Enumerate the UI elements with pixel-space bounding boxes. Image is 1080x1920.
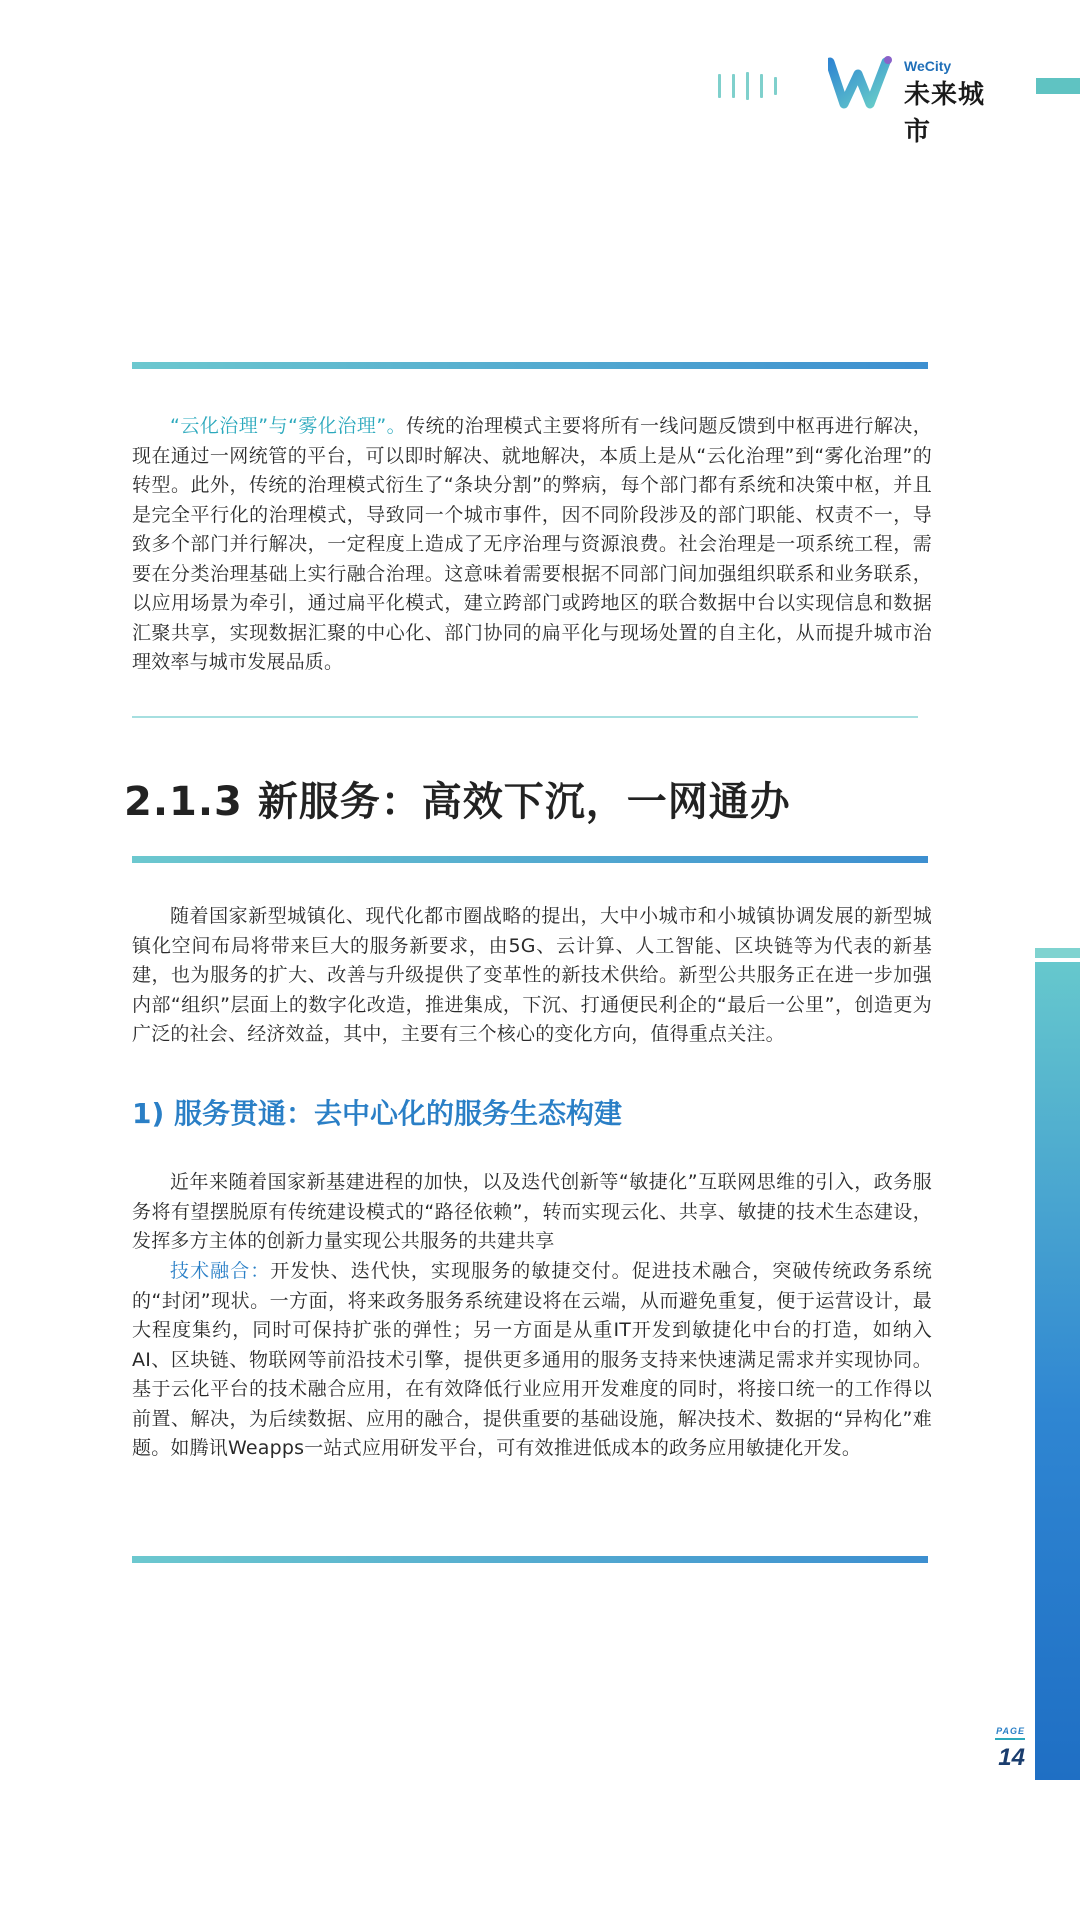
- paragraph-intro: 随着国家新型城镇化、现代化都市圈战略的提出，大中小城市和小城镇协调发展的新型城镇化空间布局将带来巨大的服务新要求，由5G、云计算、人工智能、区块链等为代表的新基建，也为服务的扩大、改善与升级提供了变革性的新技术供给。新型公共服务正在进一步加强内部“组织”层面上的数字化改造，推进集成，下沉、打通便民利企的“最后一公里”，创造更为广泛的社会、经济效益，其中，主要有三个核心的变化方向，值得重点关注。: [132, 905, 932, 1045]
- wecity-logo: [828, 52, 1008, 147]
- page-label: PAGE: [996, 1726, 1025, 1736]
- page-separator: [995, 1738, 1025, 1740]
- subsection-title: 1) 服务贯通：去中心化的服务生态构建: [132, 1097, 623, 1130]
- section-title: 2.1.3 新服务：高效下沉，一网通办: [124, 779, 791, 825]
- highlight-lead: 技术融合：: [170, 1260, 271, 1282]
- divider-bottom: [132, 1556, 928, 1563]
- header-decoration-lines: [718, 72, 788, 102]
- paragraph-body: 传统的治理模式主要将所有一线问题反馈到中枢再进行解决，现在通过一网统管的平台，可以即时解决、就地解决，本质上是从“云化治理”到“雾化治理”的转型。此外，传统的治理模式衍生了“条块分割”的弊病，每个部门都有系统和决策中枢，并且是完全平行化的治理模式，导致同一个城市事件，因不同阶段涉及的部门职能、权责不一，导致多个部门并行解决，一定程度上造成了无序治理与资源浪费。社会治理是一项系统工程，需要在分类治理基础上实行融合治理。这意味着需要根据不同部门间加强组织联系和业务联系，以应用场景为牵引，通过扁平化模式，建立跨部门或跨地区的联合数据中台以实现信息和数据汇聚共享，实现数据汇聚的中心化、部门协同的扁平化与现场处置的自主化，从而提升城市治理效率与城市发展品质。: [132, 415, 932, 673]
- divider-thin: [132, 716, 918, 718]
- side-bar-cap: [1035, 948, 1080, 958]
- paragraph-body: 开发快、迭代快，实现服务的敏捷交付。促进技术融合，突破传统政务系统的“封闭”现状。一方面，将来政务服务系统建设将在云端，从而避免重复，便于运营设计，最大程度集约，同时可保持扩张的弹性；另一方面是从重IT开发到敏捷化中台的打造，如纳入AI、区块链、物联网等前沿技术引擎，提供更多通用的服务支持来快速满足需求并实现协同。基于云化平台的技术融合应用，在有效降低行业应用开发难度的同时，将接口统一的工作得以前置、解决，为后续数据、应用的融合，提供重要的基础设施，解决技术、数据的“异构化”难题。如腾讯Weapps一站式应用研发平台，可有效推进低成本的政务应用敏捷化开发。: [132, 1260, 932, 1459]
- logo-english-text: WeCity: [904, 58, 952, 74]
- highlight-lead: “云化治理”与“雾化治理”。: [170, 415, 407, 437]
- logo-chinese-text: 未来城市: [904, 80, 986, 147]
- header-corner-tab: [1036, 78, 1080, 94]
- paragraph-cloud-fog-governance: [132, 412, 932, 678]
- paragraph-service-integration: 近年来随着国家新基建进程的加快，以及迭代创新等“敏捷化”互联网思维的引入，政务服务将有望摆脱原有传统建设模式的“路径依赖”，转而实现云化、共享、敏捷的技术生态建设，发挥多方主体的创新力量实现公共服务的共建共享: [132, 1171, 932, 1252]
- divider-under-title: [132, 856, 928, 863]
- divider-top: [132, 362, 928, 369]
- wecity-w-icon: [828, 56, 894, 110]
- page-number-block: [985, 1726, 1025, 1772]
- side-gradient-bar: [1035, 962, 1080, 1780]
- paragraph-tech-fusion: [132, 1257, 932, 1464]
- page-number: 14: [998, 1744, 1025, 1771]
